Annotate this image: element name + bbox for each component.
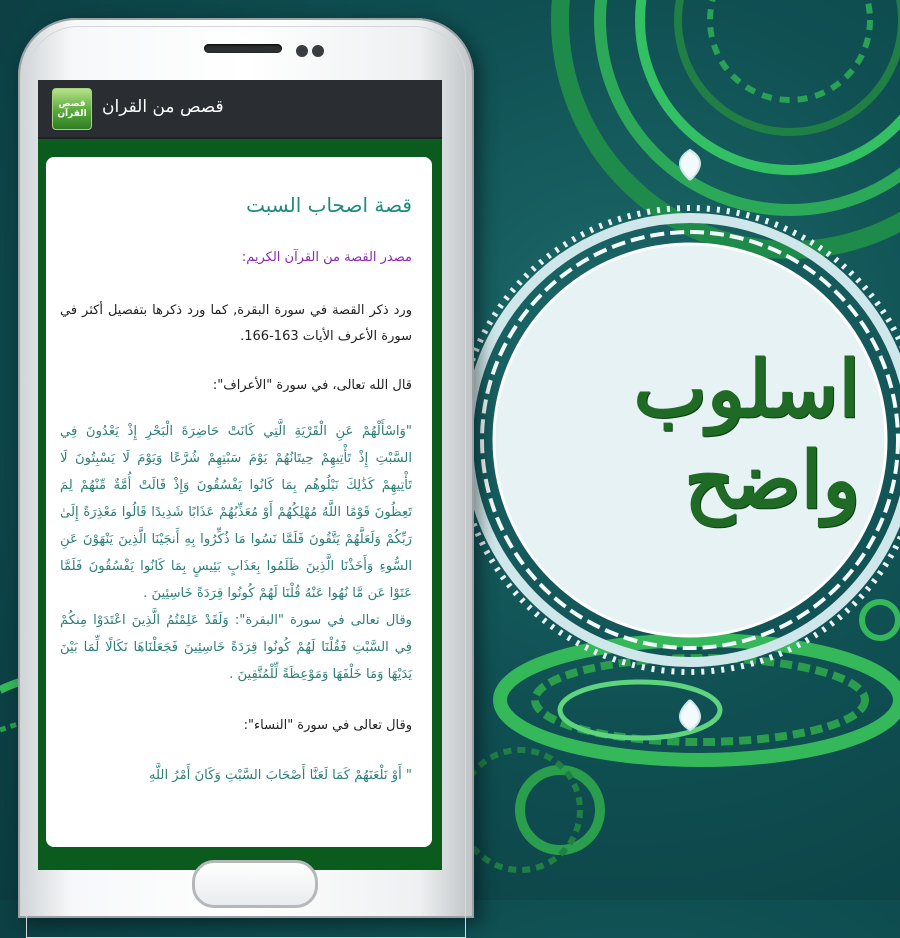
verse-nisa: " أَوْ نَلْعَنَهُمْ كَمَا لَعَنَّا أَصْحَابَ السَّبْتِ وَكَانَ أَمْرُ اللَّهِ	[148, 768, 412, 783]
story-card[interactable]	[46, 157, 432, 847]
sensor-dot	[312, 45, 324, 57]
app-title: قصص من القران	[102, 97, 224, 117]
quote-intro-nisa: وقال تعالى في سورة "النساء":	[243, 718, 412, 733]
story-title: قصة اصحاب السبت	[246, 193, 412, 217]
source-label: مصدر القصة من القرآن الكريم:	[241, 250, 412, 265]
action-bar	[38, 80, 442, 139]
story-intro: ورد ذكر القصة في سورة البقرة, كما ورد ذكرها بتفصيل أكثر في سورة الأعرف الأيات 163-166.	[60, 303, 412, 344]
top-ornament	[560, 0, 900, 250]
home-button[interactable]	[192, 860, 318, 908]
promo-headline: اسلوب واضح	[633, 344, 860, 526]
phone-screen	[38, 80, 442, 870]
quote-intro-araf: قال الله تعالى، في سورة "الأعراف":	[212, 378, 412, 393]
sensor-dot	[296, 45, 308, 57]
app-logo-icon[interactable]: قصص القرآن	[52, 88, 92, 130]
verse-araf: "وَاسْأَلْهُمْ عَنِ الْقَرْيَةِ الَّتِي كَانَتْ حَاضِرَةَ الْبَحْرِ إِذْ يَعْدُونَ فِي السَّبْتِ إِذْ تَأْتِيهِمْ حِيتَانُهُمْ يَوْمَ سَبْتِهِمْ شُرَّعًا وَيَوْمَ لَا يَسْبِتُونَ لَا تَأْتِيهِمْ كَذَٰلِكَ نَبْلُوهُم بِمَا كَانُوا يَفْسُقُونَ وَإِذْ قَالَتْ أُمَّةٌ مِّنْهُمْ لِمَ تَعِظُونَ قَوْمًا اللَّهُ مُهْلِكُهُمْ أَوْ مُعَذِّبُهُمْ عَذَابًا شَدِيدًا قَالُوا مَعْذِرَةً إِلَىٰ رَبِّكُمْ وَلَعَلَّهُمْ يَتَّقُونَ فَلَمَّا نَسُوا مَا ذُكِّرُوا بِهِ أَنجَيْنَا الَّذِينَ يَنْهَوْنَ عَنِ السُّوءِ وَأَخَذْنَا الَّذِينَ ظَلَمُوا بِعَذَابٍ بَئِيسٍ بِمَا كَانُوا يَفْسُقُونَ فَلَمَّا عَتَوْا عَن مَّا نُهُوا عَنْهُ قُلْنَا لَهُمْ كُونُوا قِرَدَةً خَاسِئِينَ .	[60, 424, 412, 601]
phone-frame	[18, 18, 474, 918]
verse-baqarah: وقال تعالى في سورة "البقرة": وَلَقَدْ عَلِمْتُمُ الَّذِينَ اعْتَدَوْا مِنكُمْ فِي السَّبْتِ فَقُلْنَا لَهُمْ كُونُوا قِرَدَةً خَاسِئِينَ فَجَعَلْنَاهَا نَكَالًا لِّمَا بَيْنَ يَدَيْهَا وَمَا خَلْفَهَا وَمَوْعِظَةً لِّلْمُتَّقِينَ .	[60, 613, 412, 682]
earpiece-speaker	[204, 44, 282, 53]
story-content	[46, 191, 432, 789]
